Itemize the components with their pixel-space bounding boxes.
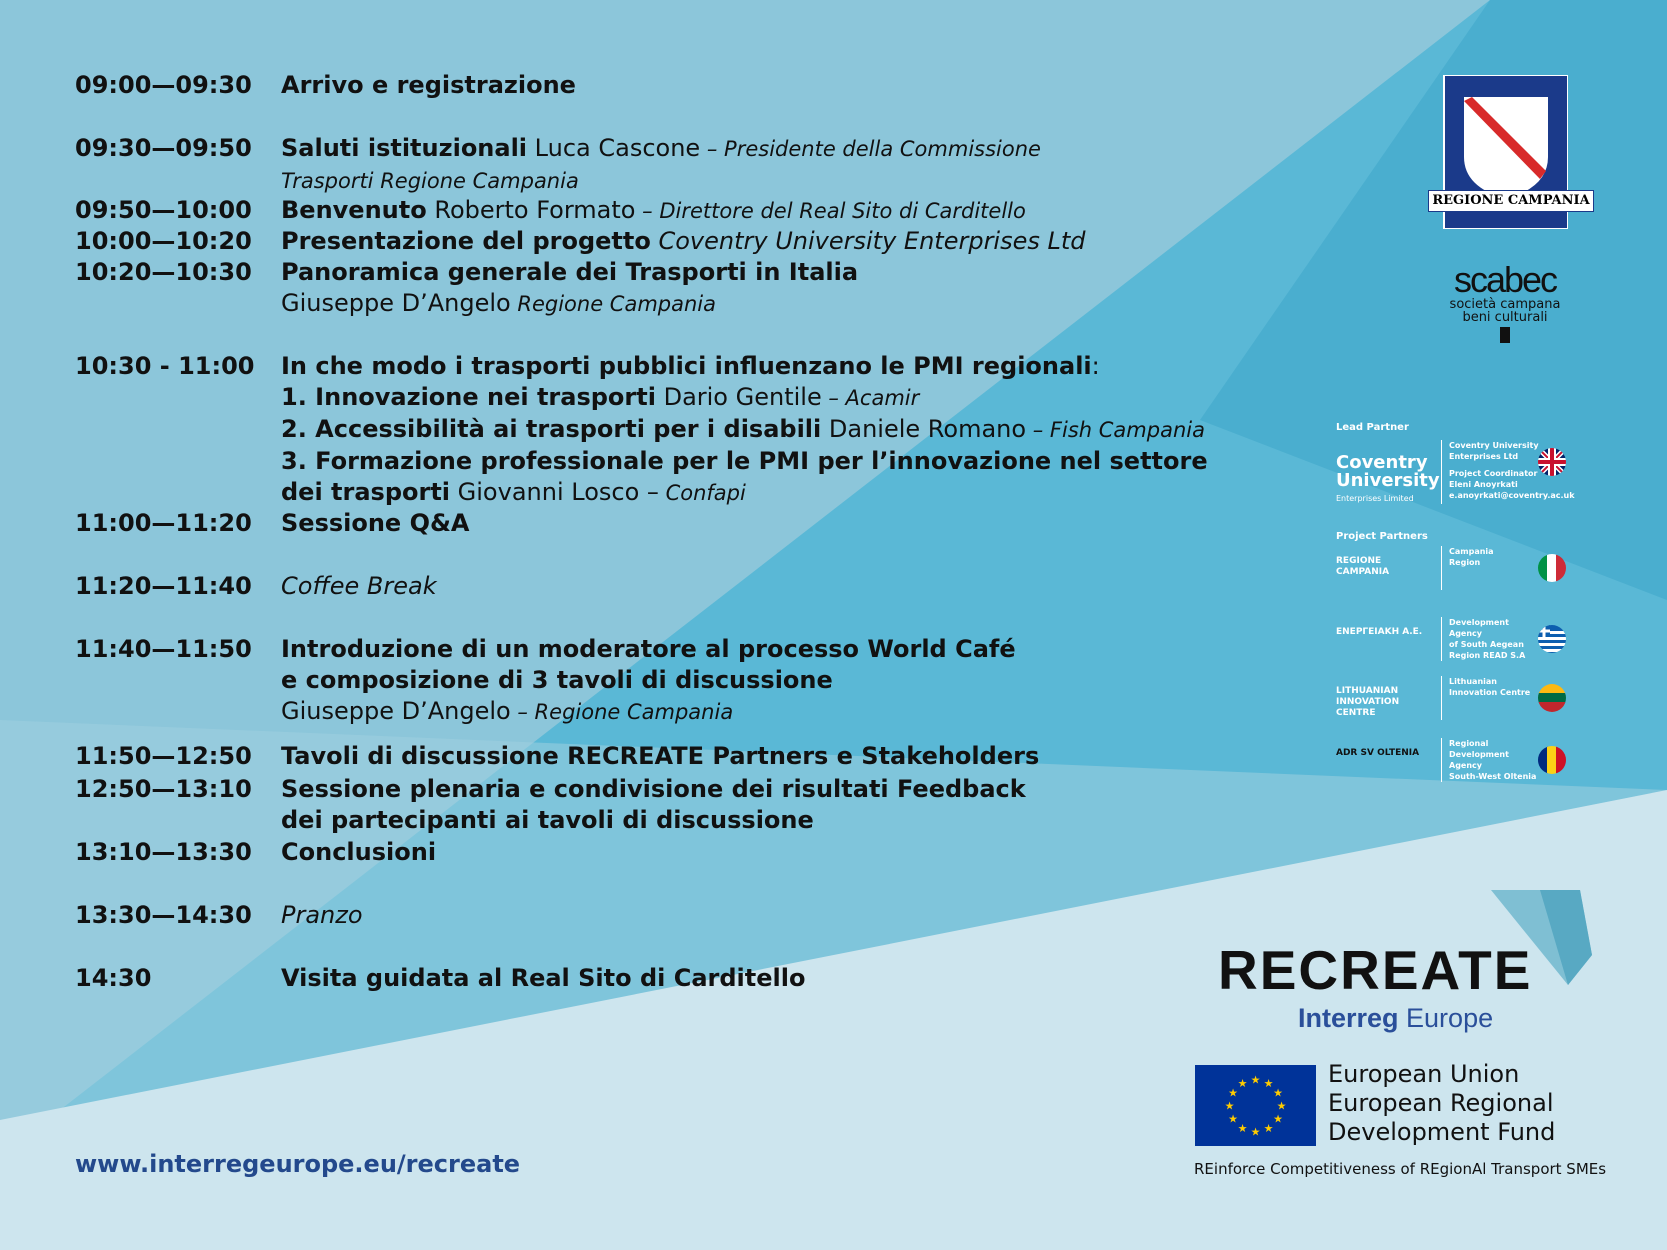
agenda-description <box>281 70 1231 101</box>
agenda-line <box>281 805 1231 836</box>
europe-word: Europe <box>1398 1003 1494 1033</box>
regione-campania-logo <box>1428 75 1590 229</box>
partner-name-line: Development Agency <box>1449 750 1509 770</box>
agenda-title: dei trasporti <box>281 478 451 506</box>
partner-name-line: of South Aegean <box>1449 640 1524 649</box>
agenda-italic: Coffee Break <box>281 572 437 600</box>
eu-line3: Development Fund <box>1328 1118 1556 1146</box>
agenda-role: – Direttore del Real Sito di Carditello <box>635 199 1026 223</box>
partner-divider <box>1441 738 1442 782</box>
agenda-title: 1. Innovazione nei trasporti <box>281 383 656 411</box>
agenda-line <box>281 837 1231 868</box>
lt-flag-icon <box>1538 684 1566 712</box>
partner-name <box>1449 738 1544 782</box>
partner-name-line: Campania <box>1449 547 1494 556</box>
partner-logo-text: Coventry University <box>1336 452 1440 491</box>
agenda-title: Visita guidata al Real Sito di Carditello <box>281 964 806 992</box>
agenda-line <box>281 351 1231 382</box>
agenda-time: 11:20—11:40 <box>75 572 252 600</box>
partner-name <box>1449 617 1544 661</box>
agenda-speaker: Luca Cascone <box>527 134 701 162</box>
agenda-speaker: Daniele Romano <box>821 415 1027 443</box>
agenda-speaker: Giuseppe D’Angelo <box>281 697 511 725</box>
ro-flag-icon <box>1538 746 1566 774</box>
agenda-speaker: Dario Gentile <box>655 383 822 411</box>
agenda-role: – Presidente della Commissione <box>700 137 1041 161</box>
agenda-line <box>281 257 1231 288</box>
partner-logo <box>1336 738 1436 792</box>
scabec-building-icon <box>1500 327 1510 343</box>
agenda-italic: Coventry University Enterprises Ltd <box>650 227 1086 255</box>
svg-text:★: ★ <box>1224 1099 1235 1113</box>
partner-name <box>1449 676 1544 698</box>
scabec-sub1: società campana <box>1449 297 1561 312</box>
agenda-title: Sessione Q&A <box>281 509 470 537</box>
agenda-line <box>281 741 1231 772</box>
agenda-description <box>281 571 1231 602</box>
agenda-line <box>281 288 1231 320</box>
agenda-time: 10:20—10:30 <box>75 258 252 286</box>
agenda-time: 09:30—09:50 <box>75 134 252 162</box>
partner-row <box>1336 440 1576 503</box>
agenda-line <box>281 774 1231 805</box>
agenda-line <box>281 446 1231 477</box>
partner-logo <box>1336 617 1436 671</box>
scabec-sub2: beni culturali <box>1462 310 1548 325</box>
eu-fund-label <box>1328 1060 1555 1147</box>
partner-name <box>1449 440 1575 501</box>
eu-flag-icon <box>1195 1065 1316 1146</box>
agenda-description <box>281 837 1231 868</box>
agenda-title: Benvenuto <box>281 196 427 224</box>
partner-divider <box>1441 546 1442 590</box>
agenda-role: Confapi <box>658 481 746 505</box>
agenda-line <box>281 963 1231 994</box>
partner-row <box>1336 676 1576 720</box>
agenda-description <box>281 257 1231 320</box>
agenda-speaker: Giovanni Losco – <box>450 478 659 506</box>
partner-name-line: Region READ S.A <box>1449 651 1526 660</box>
agenda-time: 10:00—10:20 <box>75 227 252 255</box>
partner-divider <box>1441 440 1442 504</box>
partner-divider <box>1441 676 1442 720</box>
agenda-time: 10:30 - 11:00 <box>75 352 255 380</box>
agenda-time: 11:50—12:50 <box>75 742 252 770</box>
svg-text:★: ★ <box>1228 1086 1238 1100</box>
it-flag-icon <box>1538 554 1566 582</box>
agenda-title: 2. Accessibilità ai trasporti per i disabili <box>281 415 822 443</box>
partner-name-line: Region <box>1449 558 1481 567</box>
gr-flag-icon <box>1538 625 1566 653</box>
svg-text:★: ★ <box>1237 1122 1248 1135</box>
agenda-title: In che modo i trasporti pubblici influenzano le PMI regionali <box>281 352 1092 380</box>
uk-flag-icon <box>1538 448 1566 476</box>
agenda-time: 09:00—09:30 <box>75 71 252 99</box>
agenda-line <box>281 195 1231 227</box>
agenda-line <box>281 665 1231 696</box>
agenda-title: Sessione plenaria e condivisione dei risultati Feedback <box>281 775 1026 803</box>
agenda-title: Panoramica generale dei Trasporti in Italia <box>281 258 859 286</box>
agenda-title: Arrivo e registrazione <box>281 71 576 99</box>
svg-text:★: ★ <box>1263 1077 1274 1090</box>
agenda-line <box>281 571 1231 602</box>
svg-text:★: ★ <box>1276 1099 1287 1113</box>
regione-campania-label: REGIONE CAMPANIA <box>1428 190 1594 212</box>
agenda-description <box>281 774 1231 836</box>
partner-logo <box>1336 546 1436 600</box>
agenda-title: 3. Formazione professionale per le PMI per l’innovazione nel settore <box>281 447 1208 475</box>
partner-logo-text: ADR SV OLTENIA <box>1336 748 1420 758</box>
agenda-description <box>281 226 1231 257</box>
agenda-role: – Fish Campania <box>1026 418 1205 442</box>
partner-row <box>1336 617 1576 661</box>
partner-row <box>1336 546 1576 590</box>
agenda-title: Introduzione di un moderatore al processo World Café <box>281 635 1016 663</box>
partner-logo-subtext: Enterprises Limited <box>1336 494 1414 503</box>
partner-divider <box>1441 617 1442 661</box>
partner-name-line: Project Coordinator <box>1449 469 1538 478</box>
agenda-title: e composizione di 3 tavoli di discussione <box>281 666 833 694</box>
eu-line1: European Union <box>1328 1060 1520 1088</box>
agenda-description <box>281 351 1231 509</box>
partner-name-line: Innovation Centre <box>1449 688 1531 697</box>
website-link[interactable]: www.interregeurope.eu/recreate <box>75 1150 521 1178</box>
agenda-line <box>281 696 1231 728</box>
agenda-italic: Pranzo <box>281 901 363 929</box>
agenda-description <box>281 741 1231 772</box>
agenda-time: 11:00—11:20 <box>75 509 252 537</box>
svg-text:★: ★ <box>1237 1077 1248 1090</box>
agenda-line <box>281 382 1231 414</box>
project-partners-heading: Project Partners <box>1336 531 1428 542</box>
agenda-description <box>281 963 1231 994</box>
svg-text:★: ★ <box>1263 1122 1274 1135</box>
svg-text:★: ★ <box>1273 1112 1283 1126</box>
partner-name <box>1449 546 1544 568</box>
agenda-title: Presentazione del progetto <box>281 227 651 255</box>
partner-row <box>1336 738 1576 782</box>
agenda-title: Tavoli di discussione RECREATE Partners e Stakeholders <box>281 742 1040 770</box>
agenda-role: Trasporti Regione Campania <box>281 169 579 193</box>
agenda-line <box>281 133 1231 165</box>
agenda-speaker: Giuseppe D’Angelo <box>281 289 511 317</box>
agenda-time: 13:30—14:30 <box>75 901 252 929</box>
agenda-time: 09:50—10:00 <box>75 196 252 224</box>
partner-logo-text: ΕΝΕΡΓΕΙΑΚΗ Α.Ε. <box>1336 627 1423 637</box>
project-tagline: REinforce Competitiveness of REgionAl Transport SMEs <box>1194 1160 1607 1178</box>
agenda-description <box>281 900 1231 931</box>
partner-logo <box>1336 676 1436 730</box>
partner-name-line: Lithuanian <box>1449 677 1497 686</box>
agenda-title: Conclusioni <box>281 838 437 866</box>
agenda-speaker: : <box>1091 352 1100 380</box>
lead-partner-heading: Lead Partner <box>1336 422 1409 433</box>
partner-name-line: e.anoyrkati@coventry.ac.uk <box>1449 491 1575 500</box>
eu-line2: European Regional <box>1328 1089 1554 1117</box>
partner-name-line: Coventry University <box>1449 441 1539 450</box>
agenda-line <box>281 165 1231 197</box>
recreate-logo: RECREATE <box>1218 939 1533 1001</box>
partner-logo-text: REGIONE CAMPANIA <box>1336 556 1390 577</box>
agenda-description <box>281 634 1231 728</box>
partner-logo-text: LITHUANIAN INNOVATION CENTRE <box>1336 686 1400 718</box>
partner-name-line: Development Agency <box>1449 618 1509 638</box>
partners-panel <box>1336 418 1576 788</box>
interreg-word: Interreg <box>1298 1003 1399 1033</box>
agenda-speaker: Roberto Formato <box>426 196 636 224</box>
agenda-role: Regione Campania <box>510 292 717 316</box>
svg-text:★: ★ <box>1228 1112 1238 1126</box>
agenda-description <box>281 133 1231 197</box>
agenda-time: 13:10—13:30 <box>75 838 252 866</box>
partner-name-line: Eleni Anoyrkati <box>1449 480 1518 489</box>
scabec-name: scabec <box>1453 259 1557 300</box>
agenda-time: 11:40—11:50 <box>75 635 252 663</box>
agenda-description <box>281 195 1231 227</box>
agenda-title: dei partecipanti ai tavoli di discussione <box>281 806 814 834</box>
svg-text:★: ★ <box>1250 1073 1261 1087</box>
agenda-title: Saluti istituzionali <box>281 134 528 162</box>
svg-text:★: ★ <box>1250 1125 1261 1139</box>
svg-text:★: ★ <box>1273 1086 1283 1100</box>
agenda-line <box>281 508 1231 539</box>
agenda-line <box>281 477 1231 509</box>
partner-name-line: Enterprises Ltd <box>1449 452 1519 461</box>
agenda-role: – Regione Campania <box>510 700 734 724</box>
agenda-line <box>281 900 1231 931</box>
agenda-role: – Acamir <box>821 386 920 410</box>
partner-name-line: South-West Oltenia <box>1449 772 1537 781</box>
agenda-line <box>281 70 1231 101</box>
agenda-line <box>281 634 1231 665</box>
agenda-line <box>281 414 1231 446</box>
agenda-description <box>281 508 1231 539</box>
agenda-line <box>281 226 1231 257</box>
partner-logo <box>1336 440 1440 503</box>
interreg-europe-logo <box>1298 1003 1493 1034</box>
scabec-logo <box>1440 259 1570 343</box>
partner-name-line: Regional <box>1449 739 1489 748</box>
agenda-time: 12:50—13:10 <box>75 775 252 803</box>
agenda-time: 14:30 <box>75 964 152 992</box>
